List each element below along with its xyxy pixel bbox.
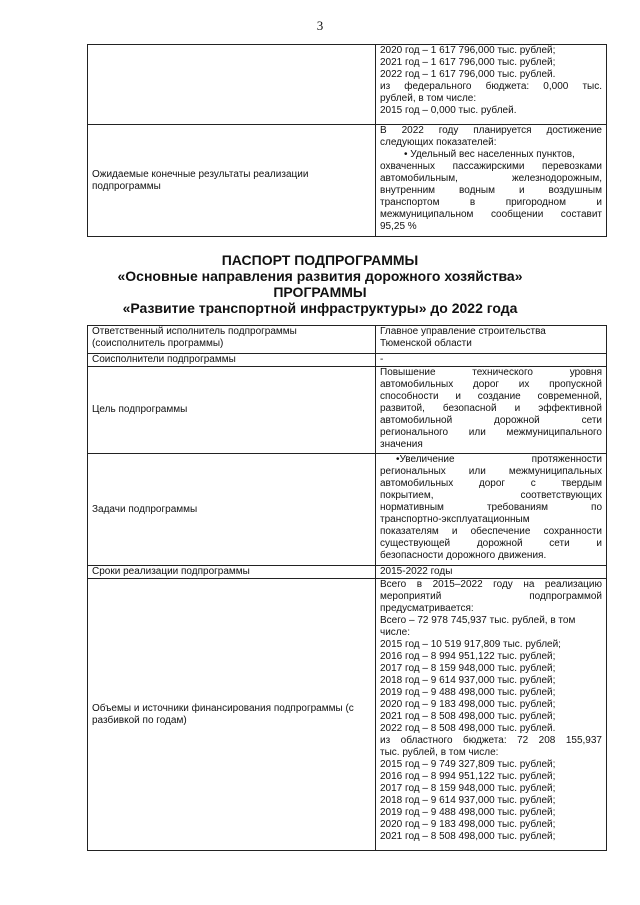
text-line: Тюменской области (380, 338, 472, 349)
table-row (88, 367, 607, 454)
text-line: региональных или межмуниципальных (380, 466, 602, 477)
text-line: 2022 год – 8 508 498,000 тыс. рублей. (380, 723, 556, 734)
text-line: 95,25 % (380, 221, 417, 232)
row-label: Соисполнители подпрограммы (92, 354, 236, 365)
row-label-cell (88, 326, 376, 354)
text-line: 2019 год – 9 488 498,000 тыс. рублей; (380, 807, 556, 818)
row-label: Объемы и источники финансирования подпрограммы (с (92, 702, 354, 714)
row-label: Сроки реализации подпрограммы (92, 566, 250, 577)
text-line: тыс. рублей, в том числе: (380, 747, 499, 758)
passport-table (87, 325, 607, 851)
text-line: - (380, 354, 384, 365)
text-line: автомобильным, железнодорожным, (380, 173, 602, 184)
text-line: транспортно-эксплуатационным (380, 514, 530, 525)
text-line: развитой, безопасной и эффективной (380, 403, 602, 414)
text-line: транспортом в пригородном и (380, 197, 602, 208)
text-line: автомобильной дорожной сети (380, 415, 602, 426)
table-row (88, 566, 607, 579)
text-line: 2020 год – 9 183 498,000 тыс. рублей; (380, 819, 556, 830)
text-line: Главное управление строительства (380, 326, 546, 337)
text-line: значения (380, 439, 423, 450)
text-line: безопасности дорожного движения. (380, 550, 547, 561)
row-label: Цель подпрограммы (92, 404, 188, 415)
text-line: регионального или межмуниципального (380, 427, 602, 438)
text-line: В 2022 году планируется достижение (380, 125, 602, 136)
row-label-cell (88, 125, 376, 237)
text-line: способности и создание современной, (380, 391, 602, 402)
text-line: следующих показателей: (380, 137, 497, 148)
text-line: предусматривается: (380, 603, 474, 614)
row-label: Ответственный исполнитель подпрограммы (92, 326, 297, 337)
goal-cell (376, 367, 607, 454)
passport-heading-line-4: «Развитие транспортной инфраструктуры» до 2022 года (122, 300, 518, 316)
passport-heading-line-2: «Основные направления развития дорожного хозяйства» (117, 268, 523, 284)
text-line: 2017 год – 8 159 948,000 тыс. рублей; (380, 783, 556, 794)
expected-results-cell (376, 125, 607, 237)
text-line: 2015 год – 9 749 327,809 тыс. рублей; (380, 759, 556, 770)
text-line: • Удельный вес населенных пунктов, (404, 149, 575, 160)
table-row (88, 354, 607, 367)
row-label: разбивкой по годам) (92, 714, 187, 726)
financing-cell (376, 579, 607, 851)
text-line: 2016 год – 8 994 951,122 тыс. рублей; (380, 771, 556, 782)
tasks-cell (376, 454, 607, 566)
row-label: подпрограммы (92, 180, 161, 192)
text-line: 2018 год – 9 614 937,000 тыс. рублей; (380, 795, 556, 806)
text-line: 2018 год – 9 614 937,000 тыс. рублей; (380, 675, 556, 686)
text-line: мероприятий подпрограммой (380, 591, 602, 602)
text-line: покрытием, соответствующих (380, 490, 602, 501)
row-label-cell (88, 367, 376, 454)
page-number: 3 (316, 18, 324, 33)
text-line: 2020 год – 1 617 796,000 тыс. рублей; (380, 45, 556, 56)
text-line: существующей дорожной сети и (380, 538, 602, 549)
text-line: Всего в 2015–2022 году на реализацию (380, 579, 602, 590)
responsible-executor-cell (376, 326, 607, 354)
row-label-cell (88, 566, 376, 579)
table-row (88, 454, 607, 566)
text-line: 2020 год – 9 183 498,000 тыс. рублей; (380, 699, 556, 710)
text-line: из областного бюджета: 72 208 155,937 (380, 735, 602, 746)
table-row (88, 45, 607, 125)
row-label: Ожидаемые конечные результаты реализации (92, 168, 309, 180)
text-line: показателям и обеспечение сохранности (380, 526, 602, 537)
text-line: охваченных пассажирскими перевозками (380, 161, 602, 172)
financing-continuation-cell (376, 45, 607, 125)
text-line: внутренним водным и воздушным (380, 185, 602, 196)
text-line: 2015 год – 0,000 тыс. рублей. (380, 105, 517, 116)
row-label-cell (88, 579, 376, 851)
row-label-cell (88, 45, 376, 125)
text-line: 2021 год – 8 508 498,000 тыс. рублей; (380, 831, 556, 842)
table-row (88, 579, 607, 851)
text-line: 2017 год – 8 159 948,000 тыс. рублей; (380, 663, 556, 674)
implementation-period-cell (376, 566, 607, 579)
text-line: числе: (380, 627, 410, 638)
text-line: из федерального бюджета: 0,000 тыс. (380, 81, 602, 92)
row-label-cell (88, 454, 376, 566)
text-line: 2022 год – 1 617 796,000 тыс. рублей. (380, 69, 556, 80)
text-line: 2019 год – 9 488 498,000 тыс. рублей; (380, 687, 556, 698)
text-line: 2016 год – 8 994 951,122 тыс. рублей; (380, 651, 556, 662)
passport-heading-line-3: ПРОГРАММЫ (273, 284, 367, 300)
text-line: •Увеличение протяженности (396, 454, 602, 465)
text-line: 2021 год – 8 508 498,000 тыс. рублей; (380, 711, 556, 722)
co-executors-cell (376, 354, 607, 367)
row-label: Задачи подпрограммы (92, 503, 198, 515)
text-line: нормативным требованиям по (380, 502, 602, 513)
table-row (88, 125, 607, 237)
text-line: рублей, в том числе: (380, 93, 477, 104)
row-label-cell (88, 354, 376, 367)
text-line: Всего – 72 978 745,937 тыс. рублей, в том (380, 615, 576, 626)
text-line: 2015-2022 годы (380, 566, 453, 577)
text-line: автомобильных дорог их пропускной (380, 379, 602, 390)
table-row (88, 326, 607, 354)
text-line: 2015 год – 10 519 917,809 тыс. рублей; (380, 639, 561, 650)
text-line: автомобильных дорог с твердым (380, 478, 602, 489)
passport-heading-line-1: ПАСПОРТ ПОДПРОГРАММЫ (221, 252, 419, 268)
text-line: Повышение технического уровня (380, 367, 602, 378)
continuation-table (87, 44, 607, 237)
text-line: межмуниципальном сообщении составит (380, 209, 602, 220)
row-label: (соисполнитель программы) (92, 338, 224, 349)
text-line: 2021 год – 1 617 796,000 тыс. рублей; (380, 57, 556, 68)
